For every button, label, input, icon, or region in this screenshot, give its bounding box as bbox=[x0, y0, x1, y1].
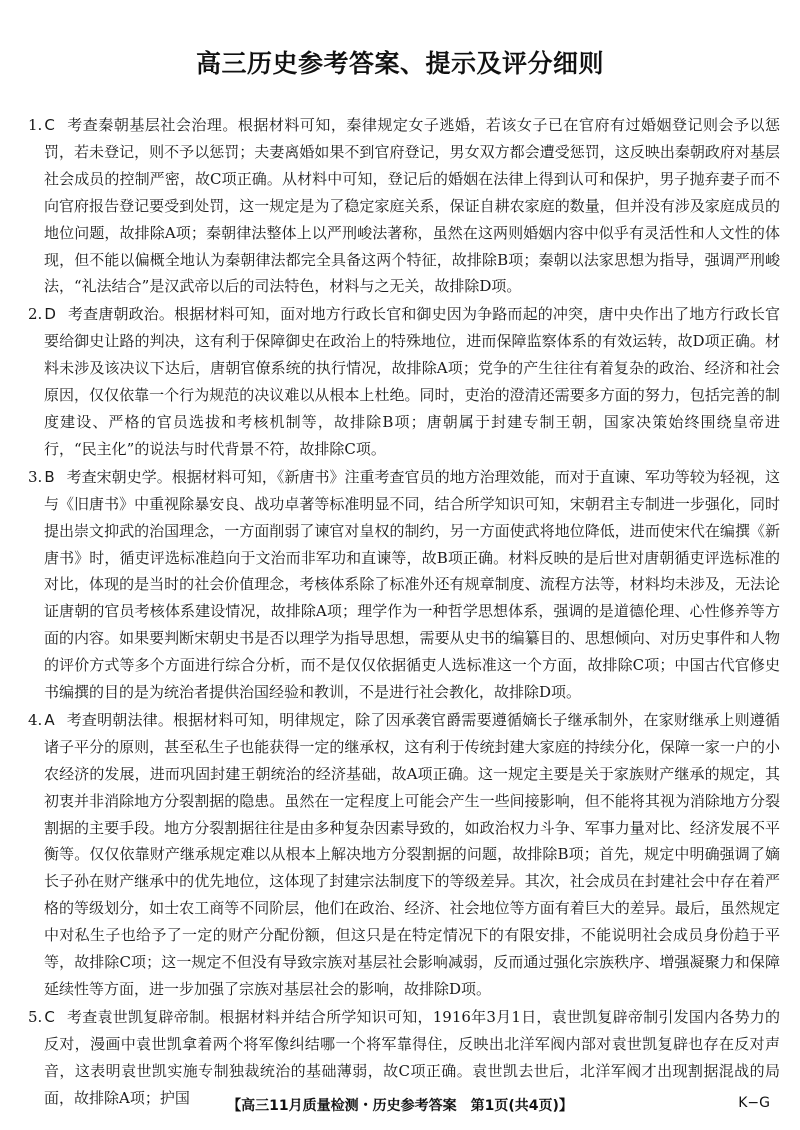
item-number: 1. bbox=[28, 116, 43, 134]
item-explanation: 考查宋朝史学。根据材料可知，《新唐书》注重考查官员的地方治理效能，而对于直谏、军功等较为轻视，这与《旧唐书》中重视除暴安良、战功卓著等标准明显不同，结合所学知识可知，宋朝君主专制进一步强化，同时提出崇文抑武的治国理念，一方面削弱了谏官对皇权的制约，另一方面使武将地位降低，进而使宋代在编撰《新唐书》时，循吏评选标准趋向于文治而非军功和直谏等，故B项正确。材料反映的是后世对唐朝循吏评选标准的对比，体现的是当时的社会价值理念，考核体系除了标准外还有规章制度、流程方法等，材料均未涉及，无法论证唐朝的官员考核体系建设情况，故排除A项；理学作为一种哲学思想体系，强调的是道德伦理、心性修养等方面的内容。如果要判断宋朝史书是否以理学为指导思想，需要从史书的编纂目的、思想倾向、对历史事件和人物的评价方式等多个方面进行综合分析，而不是仅仅依据循吏人选标准这一个方面，故排除C项；中国古代官修史书编撰的目的是为统治者提供治国经验和教训，不是进行社会教化，故排除D项。 bbox=[44, 467, 780, 702]
item-number: 5. bbox=[28, 1007, 43, 1026]
item-explanation: 考查唐朝政治。根据材料可知，面对地方行政长官和御史因为争路而起的冲突，唐中央作出了地方行政长官要给御史让路的判决，这有利于保障御史在政治上的特殊地位，进而保障监察体系的有效运转，故D项正确。材料未涉及该决议下达后，唐朝官僚系统的执行情况，故排除A项；党争的产生往往有着复杂的政治、经济和社会原因，仅仅依靠一个行为规范的决议难以从根本上杜绝。同时，吏治的澄清还需要多方面的努力，包括完善的制度建设、严格的官员选拔和考核机制等，故排除B项；唐朝属于封建专制王朝，国家决策始终围绕皇帝进行，“民主化”的说法与时代背景不符，故排除C项。 bbox=[44, 305, 780, 458]
item-answer: B bbox=[44, 467, 55, 486]
item-answer: A bbox=[44, 710, 55, 729]
page-title: 高三历史参考答案、提示及评分细则 bbox=[195, 49, 604, 78]
answer-item-1 bbox=[28, 112, 780, 300]
footer-version-code: K−G bbox=[738, 1095, 770, 1111]
answer-item-3 bbox=[28, 464, 780, 706]
item-answer: C bbox=[44, 1007, 55, 1026]
item-number: 3. bbox=[28, 467, 43, 486]
item-answer: D bbox=[44, 305, 56, 324]
answer-list bbox=[28, 112, 780, 1113]
item-number: 2. bbox=[28, 305, 43, 324]
item-number: 4. bbox=[28, 710, 43, 729]
item-explanation: 考查秦朝基层社会治理。根据材料可知，秦律规定女子逃婚，若该女子已在官府有过婚姻登记则会予以惩罚，若未登记，则不予以惩罚；夫妻离婚如果不到官府登记，男女双方都会遭受惩罚，这反映出秦朝政府对基层社会成员的控制严密，故C项正确。从材料中可知，登记后的婚姻在法律上得到认可和保护，男子抛弃妻子而不向官府报告登记要受到处罚，这一规定是为了稳定家庭关系，保证自耕农家庭的数量，但并没有涉及家庭成员的地位问题，故排除A项；秦朝律法整体上以严刑峻法著称，虽然在这两则婚姻内容中似乎有灵活性和人文性的体现，但不能以偏概全地认为秦朝律法都完全具备这两个特征，故排除B项；秦朝以法家思想为指导，强调严刑峻法，“礼法结合”是汉武帝以后的司法特色，材料与之无关，故排除D项。 bbox=[44, 116, 780, 296]
answer-item-4 bbox=[28, 707, 780, 1003]
page-footer bbox=[0, 1095, 800, 1117]
item-explanation: 考查袁世凯复辟帝制。根据材料并结合所学知识可知，1916年3月1日，袁世凯复辟帝制引发国内各势力的反对，漫画中袁世凯拿着两个将军像纠结哪一个将军靠得住，反映出北洋军阀内部对袁世凯复辟也存在反对声音，这表明袁世凯实施专制独裁统治的基础薄弱，故C项正确。袁世凯去世后，北洋军阀才出现割据混战的局面，故排除A项；护国 bbox=[44, 1007, 780, 1107]
item-explanation: 考查明朝法律。根据材料可知，明律规定，除了因承袭官爵需要遵循嫡长子继承制外，在家财继承上则遵循诸子平分的原则，甚至私生子也能获得一定的继承权，这有利于传统封建大家庭的持续分化，保障一家一户的小农经济的发展，进而巩固封建王朝统治的经济基础，故A项正确。这一规定主要是关于家族财产继承的规定，其初衷并非消除地方分裂割据的隐患。虽然在一定程度上可能会产生一些间接影响，但不能将其视为消除地方分裂割据的主要手段。地方分裂割据往往是由多种复杂因素导致的，如政治权力斗争、军事力量对比、经济发展不平衡等。仅仅依靠财产继承规定难以从根本上解决地方分裂割据的问题，故排除B项；首先，规定中明确强调了嫡长子孙在财产继承中的优先地位，这体现了封建宗法制度下的等级差异。其次，社会成员在封建社会中存在着严格的等级划分，如士农工商等不同阶层，他们在政治、经济、社会地位等方面有着巨大的差异。最后，虽然规定中对私生子也给予了一定的财产分配份额，但这只是在特定情况下的有限安排，不能说明社会成员身份趋于平等，故排除C项；这一规定不但没有导致宗族对基层社会影响减弱，反而通过强化宗族秩序、增强凝聚力和保障延续性等方面，进一步加强了宗族对基层社会的影响，故排除D项。 bbox=[44, 710, 780, 998]
answer-item-2 bbox=[28, 301, 780, 462]
footer-page-info: 【高三11月质量检测・历史参考答案 第1页(共4页)】 bbox=[227, 1098, 573, 1114]
item-answer: C bbox=[44, 116, 55, 134]
